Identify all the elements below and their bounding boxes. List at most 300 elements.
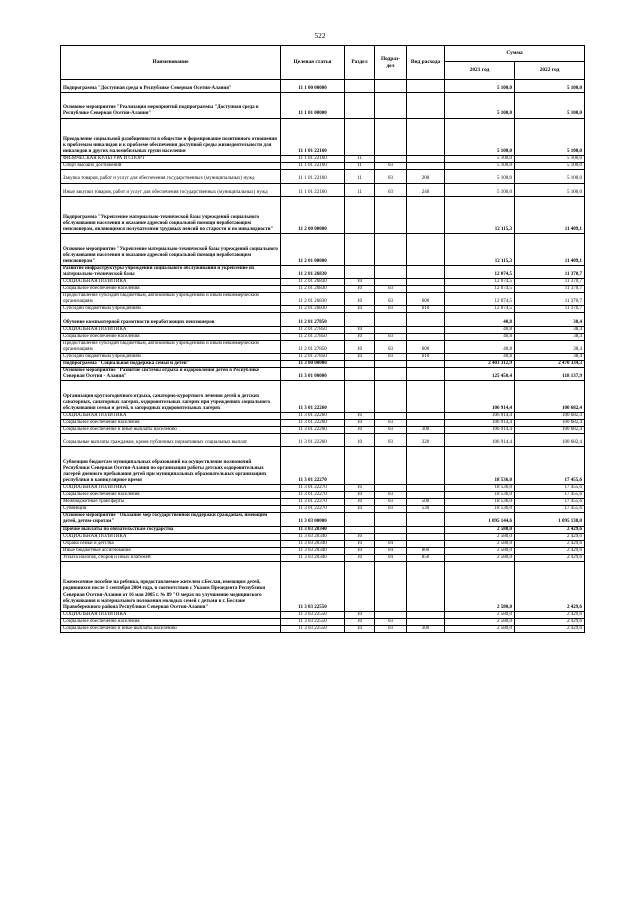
row-target-article: 11 2 01 00000 <box>281 234 345 266</box>
table-header <box>61 46 585 80</box>
row-name: Прочие выплаты по обязательствам государства <box>61 526 281 533</box>
row-name: Субсидии бюджетным учреждениям <box>61 354 281 361</box>
row-sum-2022: 2 429,6 <box>515 540 585 547</box>
row-subsection <box>375 234 407 266</box>
row-sum-2022: 5 100,0 <box>515 170 585 183</box>
row-sum-2022: 11 409,1 <box>515 196 585 234</box>
row-section: 10 <box>345 293 375 306</box>
table-row <box>61 163 585 170</box>
row-section: 11 <box>345 170 375 183</box>
row-target-article: 11 3 03 22550 <box>281 562 345 612</box>
row-expense-type <box>407 492 445 499</box>
row-target-article: 11 3 01 22270 <box>281 484 345 491</box>
row-sum-2021: 2 580,0 <box>445 540 515 547</box>
row-subsection <box>375 513 407 526</box>
row-name: Основное мероприятие "Развитие системы отдыха и оздоровления детей в Республике Северная Осетия - Алания" <box>61 368 281 381</box>
row-target-article: 11 2 01 26830 <box>281 279 345 286</box>
row-sum-2021: 106 914,4 <box>445 420 515 427</box>
row-subsection <box>375 368 407 381</box>
row-expense-type <box>407 156 445 163</box>
row-target-article: 11 1 01 22160 <box>281 156 345 163</box>
row-sum-2021: 12 074,5 <box>445 279 515 286</box>
row-sum-2022: 1 095 138,0 <box>515 513 585 526</box>
row-name: СОЦИАЛЬНАЯ ПОЛИТИКА <box>61 279 281 286</box>
row-sum-2022: 38,4 <box>515 340 585 353</box>
row-target-article: 11 2 00 00000 <box>281 196 345 234</box>
row-target-article: 11 3 03 20340 <box>281 526 345 533</box>
row-name: Субвенции <box>61 506 281 513</box>
row-subsection <box>375 313 407 326</box>
row-section: 10 <box>345 434 375 447</box>
row-sum-2021: 106 914,4 <box>445 381 515 413</box>
row-expense-type <box>407 234 445 266</box>
row-subsection <box>375 526 407 533</box>
row-target-article: 11 3 01 22260 <box>281 427 345 434</box>
row-sum-2022: 38,4 <box>515 326 585 333</box>
row-sum-2021: 12 115,3 <box>445 234 515 266</box>
row-name: Социальное обеспечение населения <box>61 286 281 293</box>
row-name: Социальное обеспечение и иные выплаты населению <box>61 427 281 434</box>
row-subsection <box>375 265 407 278</box>
row-section: 10 <box>345 279 375 286</box>
row-target-article: 11 2 01 26830 <box>281 306 345 313</box>
row-sum-2022: 11 370,7 <box>515 265 585 278</box>
row-sum-2022: 118 137,9 <box>515 368 585 381</box>
row-name: Субвенции бюджетам муниципальных образований на осуществление полномочий Республики Северная Осетия-Алания по организации работы детских оздоровительных лагерей дневного пребывания детей при муниципальных образовательных организациях республики в каникулярное время <box>61 447 281 485</box>
row-target-article: 11 2 01 27850 <box>281 340 345 353</box>
row-target-article: 11 3 01 22260 <box>281 434 345 447</box>
table-row <box>61 611 585 618</box>
row-target-article: 11 3 03 00000 <box>281 513 345 526</box>
row-name: Социальное обеспечение населения <box>61 492 281 499</box>
row-sum-2021: 2 580,0 <box>445 626 515 633</box>
row-sum-2021: 5 100,0 <box>445 93 515 118</box>
row-sum-2022: 5 100,0 <box>515 93 585 118</box>
row-sum-2022: 2 429,6 <box>515 547 585 554</box>
row-subsection: 03 <box>375 354 407 361</box>
row-name: Субсидии бюджетным учреждениям <box>61 306 281 313</box>
row-target-article: 11 1 01 00000 <box>281 93 345 118</box>
table-row <box>61 427 585 434</box>
row-name: СОЦИАЛЬНАЯ ПОЛИТИКА <box>61 412 281 419</box>
row-sum-2021: 106 914,4 <box>445 427 515 434</box>
row-section: 10 <box>345 506 375 513</box>
table-row <box>61 279 585 286</box>
page-number: 522 <box>314 31 326 40</box>
row-sum-2021: 40,8 <box>445 340 515 353</box>
row-subsection: 03 <box>375 340 407 353</box>
row-sum-2022: 2 429,6 <box>515 533 585 540</box>
row-target-article: 11 1 01 22160 <box>281 163 345 170</box>
row-sum-2021: 1 095 144,6 <box>445 513 515 526</box>
header-subsection: Подраз-дел <box>375 46 407 80</box>
row-section <box>345 313 375 326</box>
table-row <box>61 540 585 547</box>
row-sum-2022: 100 682,4 <box>515 434 585 447</box>
row-sum-2022: 2 429,6 <box>515 554 585 561</box>
row-section: 10 <box>345 540 375 547</box>
row-expense-type <box>407 118 445 156</box>
row-name: Обучение компьютерной грамотности неработающих пенсионеров <box>61 313 281 326</box>
row-sum-2022: 100 682,4 <box>515 412 585 419</box>
row-sum-2021: 2 403 312,9 <box>445 361 515 368</box>
row-expense-type <box>407 163 445 170</box>
table-row <box>61 118 585 156</box>
row-section: 11 <box>345 183 375 196</box>
row-sum-2022: 17 455,6 <box>515 499 585 506</box>
row-section: 11 <box>345 156 375 163</box>
table-row <box>61 506 585 513</box>
row-sum-2022: 5 100,0 <box>515 80 585 93</box>
row-section: 10 <box>345 333 375 340</box>
row-target-article: 11 3 03 20340 <box>281 533 345 540</box>
row-section: 10 <box>345 554 375 561</box>
row-name: Подпрограмма "Доступная среда в Республике Северная Осетия-Алания" <box>61 80 281 93</box>
row-section: 10 <box>345 354 375 361</box>
row-expense-type <box>407 540 445 547</box>
row-subsection <box>375 611 407 618</box>
row-sum-2022: 2 429,6 <box>515 626 585 633</box>
row-name: Предоставление субсидий бюджетным, автономным учреждениям и иным некоммерческим организациям <box>61 340 281 353</box>
table-row <box>61 354 585 361</box>
row-target-article: 11 2 01 27850 <box>281 326 345 333</box>
table-row <box>61 234 585 266</box>
row-section: 10 <box>345 533 375 540</box>
header-year-2022: 2022 год <box>515 62 585 80</box>
table-row <box>61 265 585 278</box>
row-name: Уплата налогов, сборов и иных платежей <box>61 554 281 561</box>
table-row <box>61 533 585 540</box>
row-target-article: 11 3 00 00000 <box>281 361 345 368</box>
table-row <box>61 381 585 413</box>
row-sum-2022: 100 682,4 <box>515 381 585 413</box>
row-subsection <box>375 118 407 156</box>
row-name: Подпрограмма "Социальная поддержка семьи и детей" <box>61 361 281 368</box>
row-name: Социальное обеспечение населения <box>61 618 281 625</box>
row-target-article: 11 2 01 27850 <box>281 313 345 326</box>
row-sum-2022: 5 100,0 <box>515 183 585 196</box>
table-row <box>61 420 585 427</box>
row-sum-2022: 17 455,6 <box>515 447 585 485</box>
table-body <box>61 80 585 633</box>
row-subsection: 04 <box>375 554 407 561</box>
row-name: СОЦИАЛЬНАЯ ПОЛИТИКА <box>61 611 281 618</box>
row-expense-type <box>407 484 445 491</box>
row-sum-2021: 5 100,0 <box>445 170 515 183</box>
row-sum-2021: 2 580,0 <box>445 618 515 625</box>
row-expense-type: 600 <box>407 293 445 306</box>
row-target-article: 11 3 03 20340 <box>281 540 345 547</box>
row-section: 10 <box>345 484 375 491</box>
row-target-article: 11 3 01 22270 <box>281 499 345 506</box>
table-row <box>61 293 585 306</box>
row-expense-type <box>407 286 445 293</box>
row-name: Предоставление субсидий бюджетным, автономным учреждениям и иным некоммерческим организациям <box>61 293 281 306</box>
row-subsection <box>375 326 407 333</box>
row-target-article: 11 1 01 22160 <box>281 170 345 183</box>
row-sum-2021: 5 100,0 <box>445 118 515 156</box>
row-sum-2022: 11 409,1 <box>515 234 585 266</box>
row-target-article: 11 3 03 20340 <box>281 547 345 554</box>
row-section <box>345 361 375 368</box>
row-section <box>345 526 375 533</box>
row-expense-type <box>407 265 445 278</box>
row-expense-type: 300 <box>407 626 445 633</box>
row-target-article: 11 2 01 26830 <box>281 265 345 278</box>
row-section <box>345 513 375 526</box>
row-target-article: 11 3 01 22260 <box>281 381 345 413</box>
row-expense-type: 320 <box>407 434 445 447</box>
table-row <box>61 484 585 491</box>
row-name: Социальное обеспечение населения <box>61 333 281 340</box>
row-target-article: 11 3 01 22270 <box>281 447 345 485</box>
header-expense-type: Вид расхода <box>407 46 445 80</box>
row-sum-2021: 2 580,0 <box>445 547 515 554</box>
table-row <box>61 286 585 293</box>
row-target-article: 11 3 03 22550 <box>281 618 345 625</box>
row-sum-2022: 38,4 <box>515 313 585 326</box>
row-sum-2021: 18 536,0 <box>445 506 515 513</box>
row-sum-2021: 2 580,0 <box>445 562 515 612</box>
row-target-article: 11 3 01 22270 <box>281 506 345 513</box>
header-name: Наименование <box>61 46 281 80</box>
row-sum-2021: 18 536,0 <box>445 492 515 499</box>
table-row <box>61 554 585 561</box>
row-sum-2021: 5 100,0 <box>445 183 515 196</box>
row-subsection <box>375 93 407 118</box>
row-subsection: 03 <box>375 333 407 340</box>
row-expense-type <box>407 326 445 333</box>
row-expense-type: 200 <box>407 170 445 183</box>
row-section <box>345 118 375 156</box>
row-section: 10 <box>345 547 375 554</box>
row-sum-2021: 106 914,4 <box>445 412 515 419</box>
row-sum-2022: 100 682,4 <box>515 427 585 434</box>
table-row <box>61 306 585 313</box>
row-name: Иные закупки товаров, работ и услуг для обеспечения государственных (муниципальных) нужд <box>61 183 281 196</box>
table-row <box>61 626 585 633</box>
table-row <box>61 499 585 506</box>
row-section: 10 <box>345 326 375 333</box>
row-sum-2021: 5 100,0 <box>445 163 515 170</box>
row-sum-2021: 2 580,0 <box>445 554 515 561</box>
row-name: Закупка товаров, работ и услуг для обеспечения государственных (муниципальных) нужд <box>61 170 281 183</box>
row-expense-type <box>407 361 445 368</box>
row-subsection: 04 <box>375 547 407 554</box>
budget-table <box>60 45 585 633</box>
row-section <box>345 447 375 485</box>
row-section: 10 <box>345 340 375 353</box>
row-target-article: 11 2 01 26830 <box>281 286 345 293</box>
row-name: Иные бюджетные ассигнования <box>61 547 281 554</box>
table-row <box>61 361 585 368</box>
row-expense-type: 240 <box>407 183 445 196</box>
row-subsection: 03 <box>375 286 407 293</box>
row-sum-2022: 2 429,6 <box>515 526 585 533</box>
row-name: Спорт высших достижений <box>61 163 281 170</box>
row-sum-2021: 5 100,0 <box>445 80 515 93</box>
row-subsection <box>375 484 407 491</box>
row-subsection: 03 <box>375 492 407 499</box>
table-row <box>61 562 585 612</box>
table-row <box>61 618 585 625</box>
row-target-article: 11 3 03 22550 <box>281 611 345 618</box>
row-subsection <box>375 80 407 93</box>
row-subsection <box>375 447 407 485</box>
row-subsection: 03 <box>375 626 407 633</box>
row-sum-2021: 18 536,0 <box>445 499 515 506</box>
row-expense-type <box>407 420 445 427</box>
row-subsection: 03 <box>375 499 407 506</box>
row-name: Основное мероприятие "Оказание мер государственной поддержки гражданам, имеющим детей, детям-сиротам" <box>61 513 281 526</box>
row-sum-2021: 2 580,0 <box>445 611 515 618</box>
row-subsection <box>375 361 407 368</box>
table-row <box>61 93 585 118</box>
table-row <box>61 326 585 333</box>
row-sum-2021: 40,8 <box>445 354 515 361</box>
row-target-article: 11 3 01 22270 <box>281 492 345 499</box>
row-expense-type <box>407 279 445 286</box>
row-section <box>345 381 375 413</box>
row-sum-2022: 5 100,0 <box>515 156 585 163</box>
row-name: Основное мероприятие "Укрепление материально-технической базы учреждений социального обслуживания населения и оказание адресной социальной помощи неработающим пенсионерам" <box>61 234 281 266</box>
row-expense-type <box>407 447 445 485</box>
row-sum-2021: 125 450,4 <box>445 368 515 381</box>
row-sum-2021: 12 074,5 <box>445 265 515 278</box>
row-sum-2022: 2 429,6 <box>515 618 585 625</box>
row-expense-type <box>407 611 445 618</box>
row-subsection <box>375 196 407 234</box>
header-target-article: Целевая статья <box>281 46 345 80</box>
row-section: 10 <box>345 626 375 633</box>
row-section: 10 <box>345 492 375 499</box>
row-expense-type <box>407 513 445 526</box>
row-sum-2022: 11 370,7 <box>515 286 585 293</box>
row-expense-type <box>407 618 445 625</box>
row-expense-type: 600 <box>407 340 445 353</box>
row-subsection <box>375 381 407 413</box>
row-sum-2022: 17 455,6 <box>515 506 585 513</box>
row-sum-2021: 12 074,5 <box>445 293 515 306</box>
row-subsection <box>375 412 407 419</box>
row-target-article: 11 3 01 22260 <box>281 420 345 427</box>
row-sum-2022: 2 429,6 <box>515 611 585 618</box>
row-target-article: 11 2 01 27850 <box>281 354 345 361</box>
table-row <box>61 183 585 196</box>
row-name: Охрана семьи и детства <box>61 540 281 547</box>
row-target-article: 11 2 01 27850 <box>281 333 345 340</box>
row-subsection: 03 <box>375 183 407 196</box>
header-sum: Сумма <box>445 46 585 62</box>
row-name: Основное мероприятие "Реализация мероприятий подпрограммы "Доступная среда в Республике Северная Осетия-Алания" <box>61 93 281 118</box>
row-sum-2021: 12 074,5 <box>445 286 515 293</box>
row-name: Развитие инфраструктуры учреждений социального обслуживания и укрепление их материально-технической базы <box>61 265 281 278</box>
table-row <box>61 447 585 485</box>
row-subsection: 03 <box>375 618 407 625</box>
row-expense-type <box>407 80 445 93</box>
row-subsection: 03 <box>375 427 407 434</box>
row-sum-2022: 5 100,0 <box>515 118 585 156</box>
row-target-article: 11 1 01 22160 <box>281 118 345 156</box>
row-target-article: 11 1 01 22160 <box>281 183 345 196</box>
row-sum-2021: 18 536,0 <box>445 447 515 485</box>
header-section: Раздел <box>345 46 375 80</box>
row-name: СОЦИАЛЬНАЯ ПОЛИТИКА <box>61 484 281 491</box>
row-subsection: 03 <box>375 420 407 427</box>
row-subsection: 04 <box>375 540 407 547</box>
row-section: 10 <box>345 499 375 506</box>
row-expense-type <box>407 526 445 533</box>
row-section: 10 <box>345 412 375 419</box>
row-section <box>345 93 375 118</box>
row-section: 10 <box>345 427 375 434</box>
row-expense-type: 500 <box>407 499 445 506</box>
row-target-article: 11 3 03 22550 <box>281 626 345 633</box>
table-row <box>61 513 585 526</box>
row-section <box>345 196 375 234</box>
row-sum-2022: 100 682,4 <box>515 420 585 427</box>
row-sum-2021: 12 074,5 <box>445 306 515 313</box>
row-target-article: 11 1 00 00000 <box>281 80 345 93</box>
row-name: Преодоление социальной разобщенности в обществе и формирование позитивного отношения к проблемам инвалидов и к проблеме обеспечения доступной среды жизнедеятельности для инвалидов и других маломобильных групп населения <box>61 118 281 156</box>
table-row <box>61 156 585 163</box>
row-expense-type <box>407 313 445 326</box>
row-sum-2021: 2 580,0 <box>445 526 515 533</box>
row-section <box>345 265 375 278</box>
row-target-article: 11 3 03 20340 <box>281 554 345 561</box>
row-subsection: 03 <box>375 506 407 513</box>
table-row <box>61 340 585 353</box>
row-expense-type <box>407 562 445 612</box>
row-sum-2022: 38,4 <box>515 333 585 340</box>
row-section: 10 <box>345 306 375 313</box>
row-sum-2022: 38,4 <box>515 354 585 361</box>
row-target-article: 11 3 01 22260 <box>281 412 345 419</box>
row-section <box>345 368 375 381</box>
row-section: 10 <box>345 618 375 625</box>
row-section: 10 <box>345 611 375 618</box>
header-year-2021: 2021 год <box>445 62 515 80</box>
table-row <box>61 80 585 93</box>
row-expense-type: 530 <box>407 506 445 513</box>
row-subsection: 03 <box>375 170 407 183</box>
row-sum-2021: 18 536,0 <box>445 484 515 491</box>
row-expense-type: 610 <box>407 354 445 361</box>
row-target-article: 11 2 01 26830 <box>281 293 345 306</box>
row-sum-2021: 40,8 <box>445 333 515 340</box>
row-expense-type <box>407 381 445 413</box>
row-subsection <box>375 533 407 540</box>
row-target-article: 11 3 01 00000 <box>281 368 345 381</box>
row-name: Организация круглогодичного отдыха, санаторно-курортного лечения детей в детских санаторных, санаторных лагерях, оздоровительных лагерях при учреждениях социального обслуживания семьи и детей, в загородных оздоровительных лагерях <box>61 381 281 413</box>
row-subsection <box>375 279 407 286</box>
row-expense-type <box>407 196 445 234</box>
table-row <box>61 434 585 447</box>
row-expense-type <box>407 333 445 340</box>
row-section: 11 <box>345 163 375 170</box>
row-expense-type: 300 <box>407 427 445 434</box>
row-name: Социальное обеспечение населения <box>61 420 281 427</box>
table-row <box>61 526 585 533</box>
row-expense-type <box>407 412 445 419</box>
row-name: Подпрограмма "Укрепление материально-технической базы учреждений социального обслуживания населения и оказание адресной социальной помощи неработающим пенсионерам, являющимся получателями трудовых пенсий по старости и по инвалидности" <box>61 196 281 234</box>
row-sum-2021: 106 914,4 <box>445 434 515 447</box>
row-sum-2021: 2 580,0 <box>445 533 515 540</box>
table-row <box>61 368 585 381</box>
row-subsection <box>375 156 407 163</box>
row-sum-2021: 40,8 <box>445 326 515 333</box>
row-section: 10 <box>345 286 375 293</box>
